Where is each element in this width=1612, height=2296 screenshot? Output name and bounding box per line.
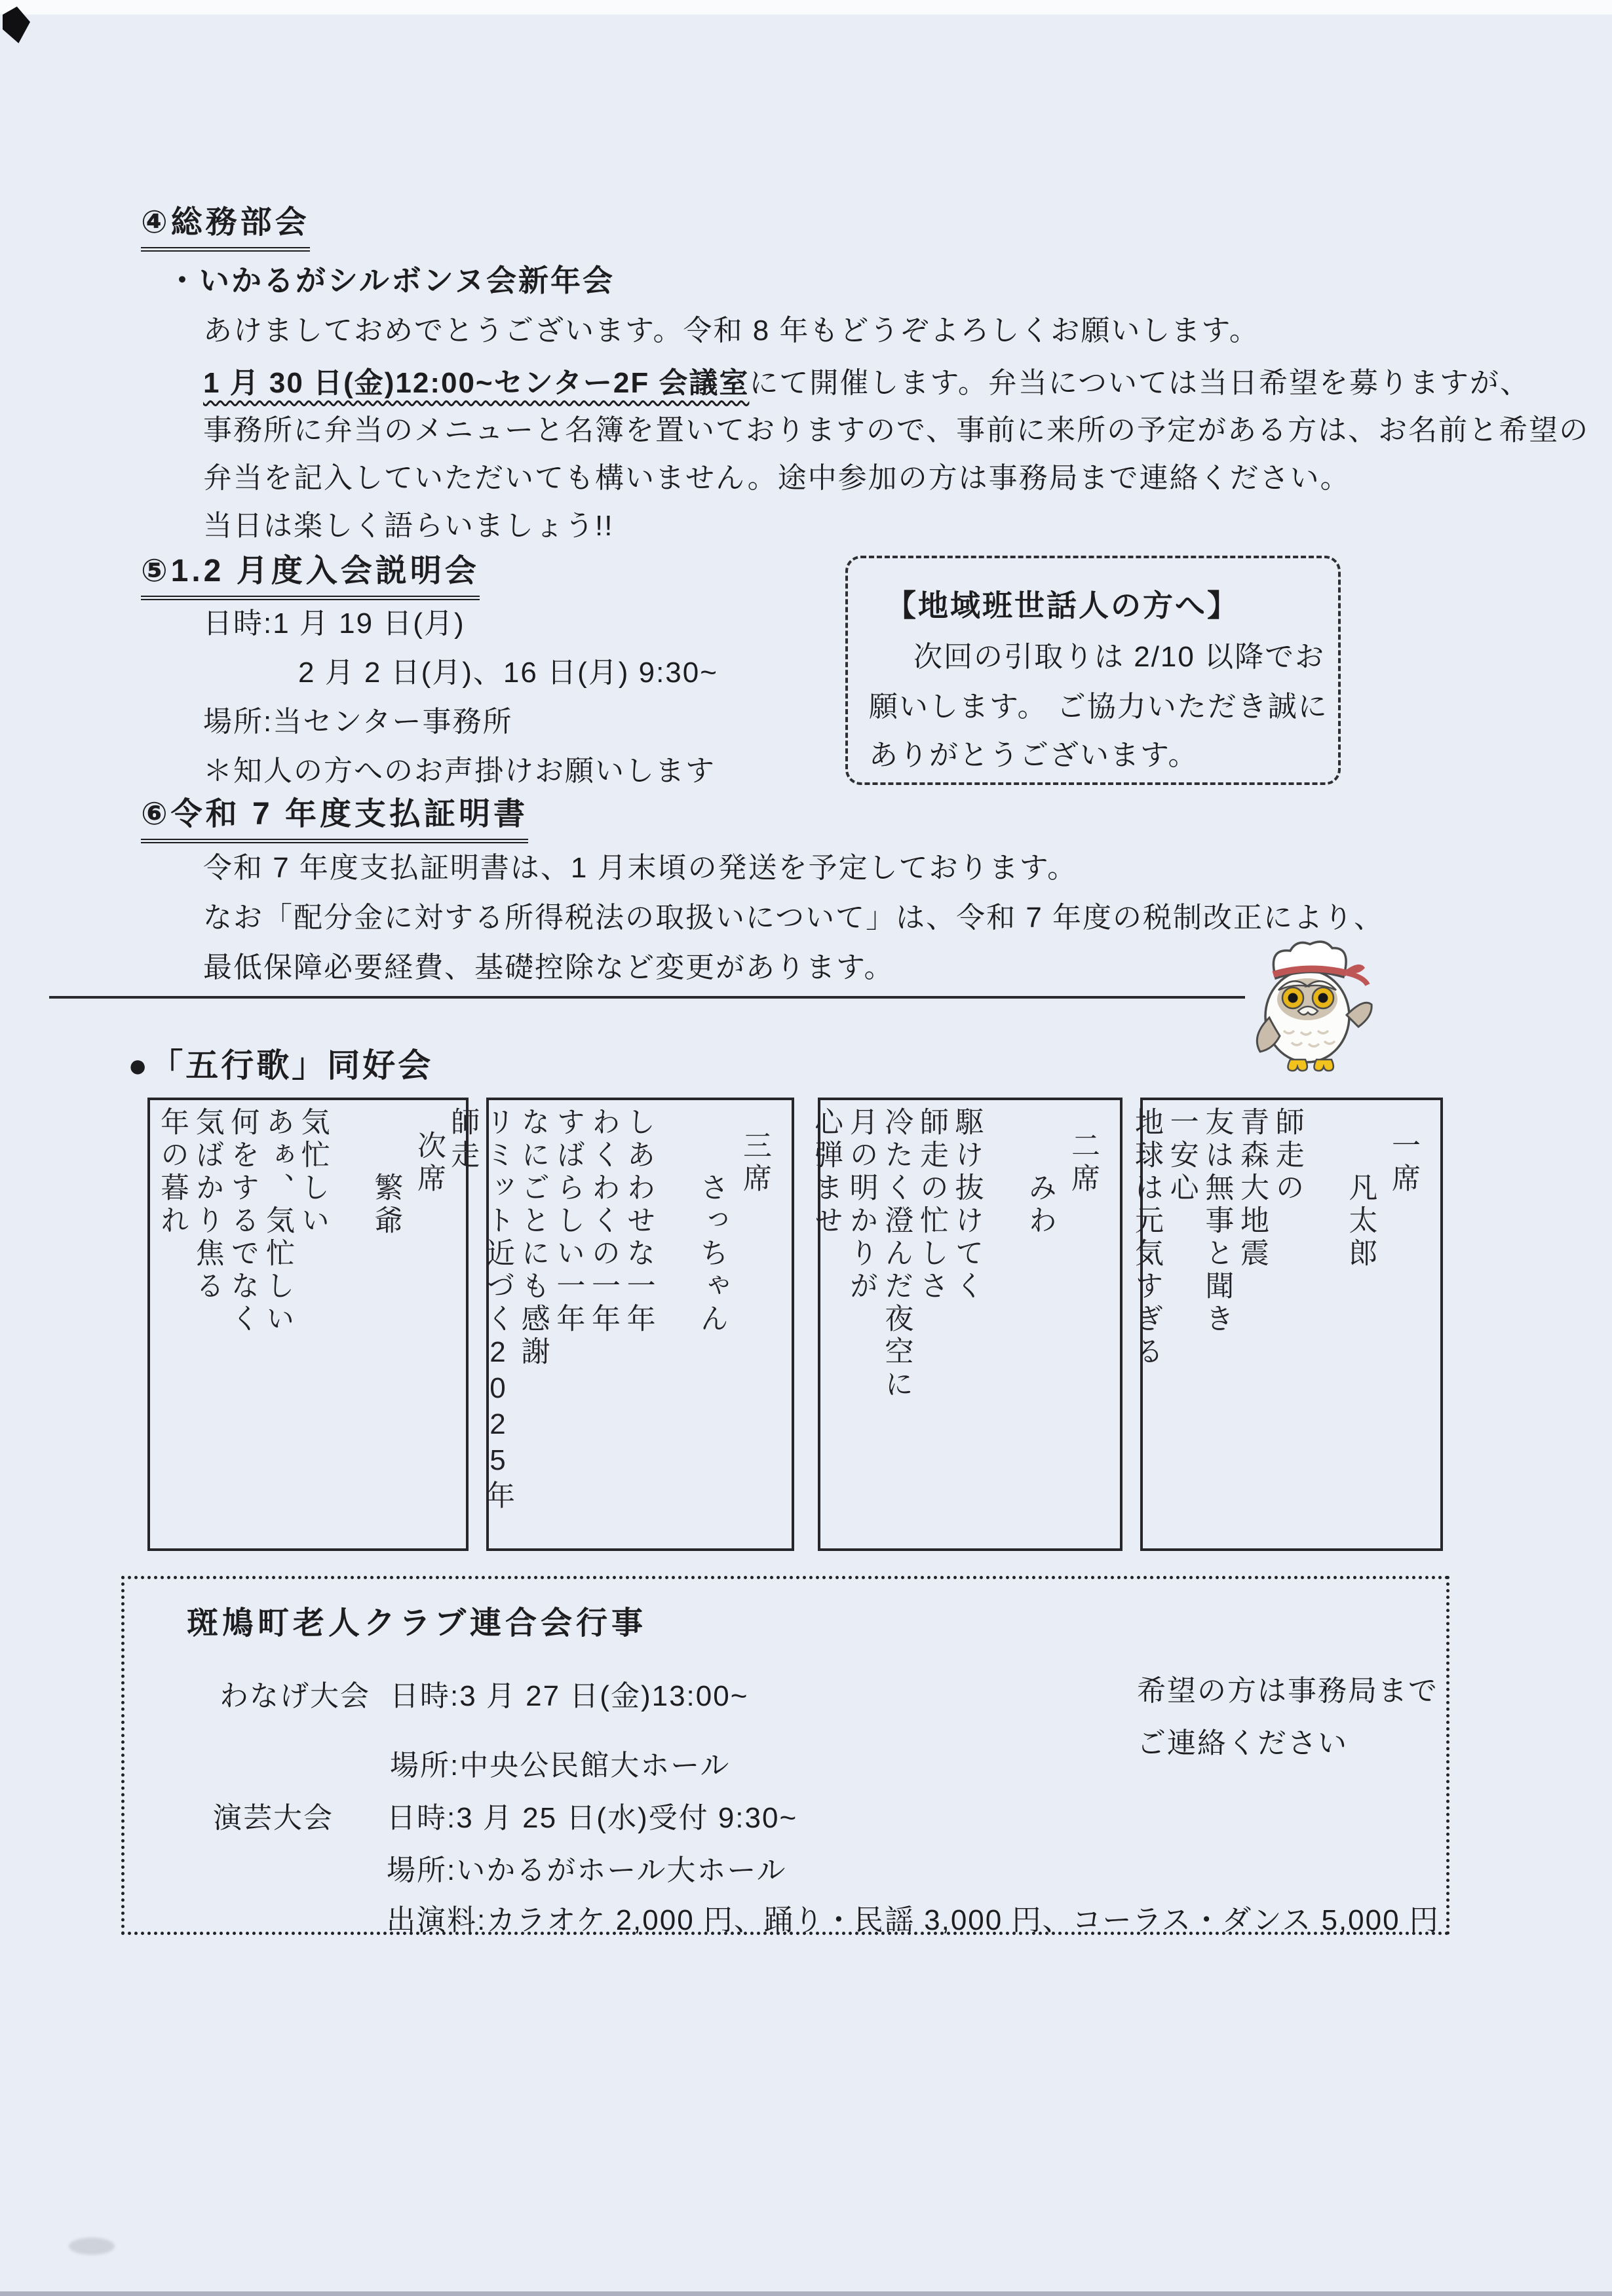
poem-line: 心弾ませ	[809, 1107, 842, 1238]
section-5-heading: ⑤1.2 月度入会説明会	[141, 545, 480, 600]
section-6-heading: ⑥令和 7 年度支払証明書	[141, 788, 528, 843]
poem-niseki	[809, 1100, 1120, 1548]
scan-edge-strip	[0, 0, 1612, 14]
poem-line: あぁ、気忙しい	[261, 1107, 294, 1336]
wavy-underlined-phrase: 1 月 30 日(金)12:00~センター2F 会議室	[203, 367, 750, 399]
event-place: 場所:中央公民館大ホール	[390, 1750, 731, 1782]
poem-line: 地球は元気すぎる	[1130, 1107, 1162, 1369]
owl-left-foot	[1288, 1060, 1307, 1071]
owl-right-pupil	[1318, 993, 1328, 1003]
place-line: 場所:当センター事務所	[203, 706, 513, 738]
owl-right-foot	[1314, 1060, 1333, 1071]
poem-line: 師走の	[1271, 1107, 1303, 1205]
events-box	[121, 1576, 1449, 1935]
poem-line: 冷たく澄んだ夜空に	[880, 1107, 913, 1402]
owl-hat-ribbon	[1347, 973, 1368, 985]
gogyoka-heading: ●「五行歌」同好会	[128, 1047, 434, 1084]
event-name: わなげ大会	[220, 1680, 370, 1712]
poem-rank: 一席	[1387, 1130, 1419, 1196]
event-fee: 出演料:カラオケ 2,000 円、踊り・民謡 3,000 円、コーラス・ダンス 5,000 円	[387, 1904, 1440, 1936]
poem-rank: 二席	[1067, 1130, 1099, 1196]
poem-line: 気忙しい	[296, 1107, 329, 1238]
poem-author: 繁爺	[370, 1172, 402, 1238]
poem-jiseki	[150, 1100, 466, 1548]
paragraph-line: あけましておめでとうございます。令和 8 年もどうぞよろしくお願いします。	[203, 315, 1259, 347]
paragraph-line: 令和 7 年度支払証明書は、1 月末頃の発送を予定しております。	[203, 852, 1078, 884]
poem-line: 気ばかり焦る	[191, 1107, 223, 1303]
poem-box-niseki	[809, 1098, 1123, 1551]
paragraph-line-rest: にて開催します。弁当については当日希望を募りますが、	[749, 367, 1531, 399]
poem-line: 何をするでなく	[226, 1107, 259, 1336]
notice-box-title: 【地域班世話人の方へ】	[886, 588, 1239, 622]
poem-line: すばらしい一年	[552, 1107, 585, 1336]
section-4-heading: ④総務部会	[141, 197, 310, 252]
poem-line: 年の暮れ	[155, 1107, 188, 1238]
note-line: ＊知人の方へのお声掛けお願いします	[203, 755, 716, 787]
poem-line: リミット近づく2025年師走	[446, 1107, 514, 1513]
owl-mascot	[1240, 934, 1379, 1073]
owl-left-pupil	[1288, 993, 1298, 1003]
poem-box-sanseki	[446, 1098, 794, 1551]
events-side-note: ご連絡ください	[1137, 1727, 1348, 1759]
scan-bottom-edge	[0, 2291, 1612, 2296]
notice-line: 次回の引取りは 2/10 以降でお	[913, 641, 1326, 673]
datetime-line: 日時:1 月 19 日(月)	[203, 607, 465, 640]
poem-line: 一安心	[1165, 1107, 1198, 1205]
paragraph-line: 最低保障必要経費、基礎控除など変更があります。	[203, 951, 894, 984]
poem-line: なにごとにも感謝	[516, 1107, 549, 1369]
poem-line: しあわせな一年	[622, 1107, 655, 1336]
owl-right-wing	[1347, 1003, 1372, 1027]
event-datetime: 日時:3 月 25 日(水)受付 9:30~	[387, 1802, 798, 1834]
poem-rank: 三席	[739, 1130, 771, 1196]
poem-line: 駆け抜けてく	[950, 1107, 983, 1303]
poem-isseki	[1130, 1100, 1440, 1548]
events-side-note: 希望の方は事務局まで	[1137, 1675, 1438, 1707]
events-heading: 斑鳩町老人クラブ連合会行事	[187, 1606, 647, 1641]
poem-line: 青森大地震	[1235, 1107, 1268, 1271]
section-4-subheading: ・いかるがシルボンヌ会新年会	[167, 263, 615, 297]
event-name: 演芸大会	[213, 1802, 334, 1834]
poem-line: 師走の忙しさ	[915, 1107, 948, 1303]
poem-sanseki	[446, 1100, 792, 1548]
datetime-line: 2 月 2 日(月)、16 日(月) 9:30~	[298, 657, 718, 689]
poem-box-isseki	[1130, 1098, 1443, 1551]
section-divider	[49, 996, 1245, 999]
poem-line: 月の明かりが	[845, 1107, 877, 1303]
poem-author: みわ	[1024, 1172, 1056, 1238]
poem-box-jiseki	[147, 1098, 469, 1551]
event-place: 場所:いかるがホール大ホール	[387, 1854, 787, 1886]
poem-line: 友は無事と聞き	[1200, 1107, 1233, 1336]
paragraph-line	[203, 359, 1530, 401]
poem-author: 凡太郎	[1344, 1172, 1377, 1271]
poem-rank: 次席	[413, 1130, 445, 1196]
poem-line: わくわくの一年	[586, 1107, 619, 1336]
poem-author: さっちゃん	[695, 1172, 728, 1336]
paragraph-line: 弁当を記入していただいても構いません。途中参加の方は事務局まで連絡ください。	[203, 462, 1351, 494]
scan-smudge	[69, 2238, 115, 2255]
notice-line: 願いします。 ご協力いただき誠に	[869, 691, 1328, 723]
notice-line: ありがとうございます。	[869, 739, 1199, 771]
paragraph-line: 当日は楽しく語らいましょう!!	[203, 510, 614, 542]
paragraph-line: なお「配分金に対する所得税法の取扱いについて」は、令和 7 年度の税制改正により、	[203, 902, 1385, 934]
paragraph-line: 事務所に弁当のメニューと名簿を置いておりますので、事前に来所の予定がある方は、お名前と希望の	[203, 414, 1590, 446]
regional-notice-box	[845, 556, 1341, 785]
event-datetime: 日時:3 月 27 日(金)13:00~	[390, 1680, 749, 1712]
